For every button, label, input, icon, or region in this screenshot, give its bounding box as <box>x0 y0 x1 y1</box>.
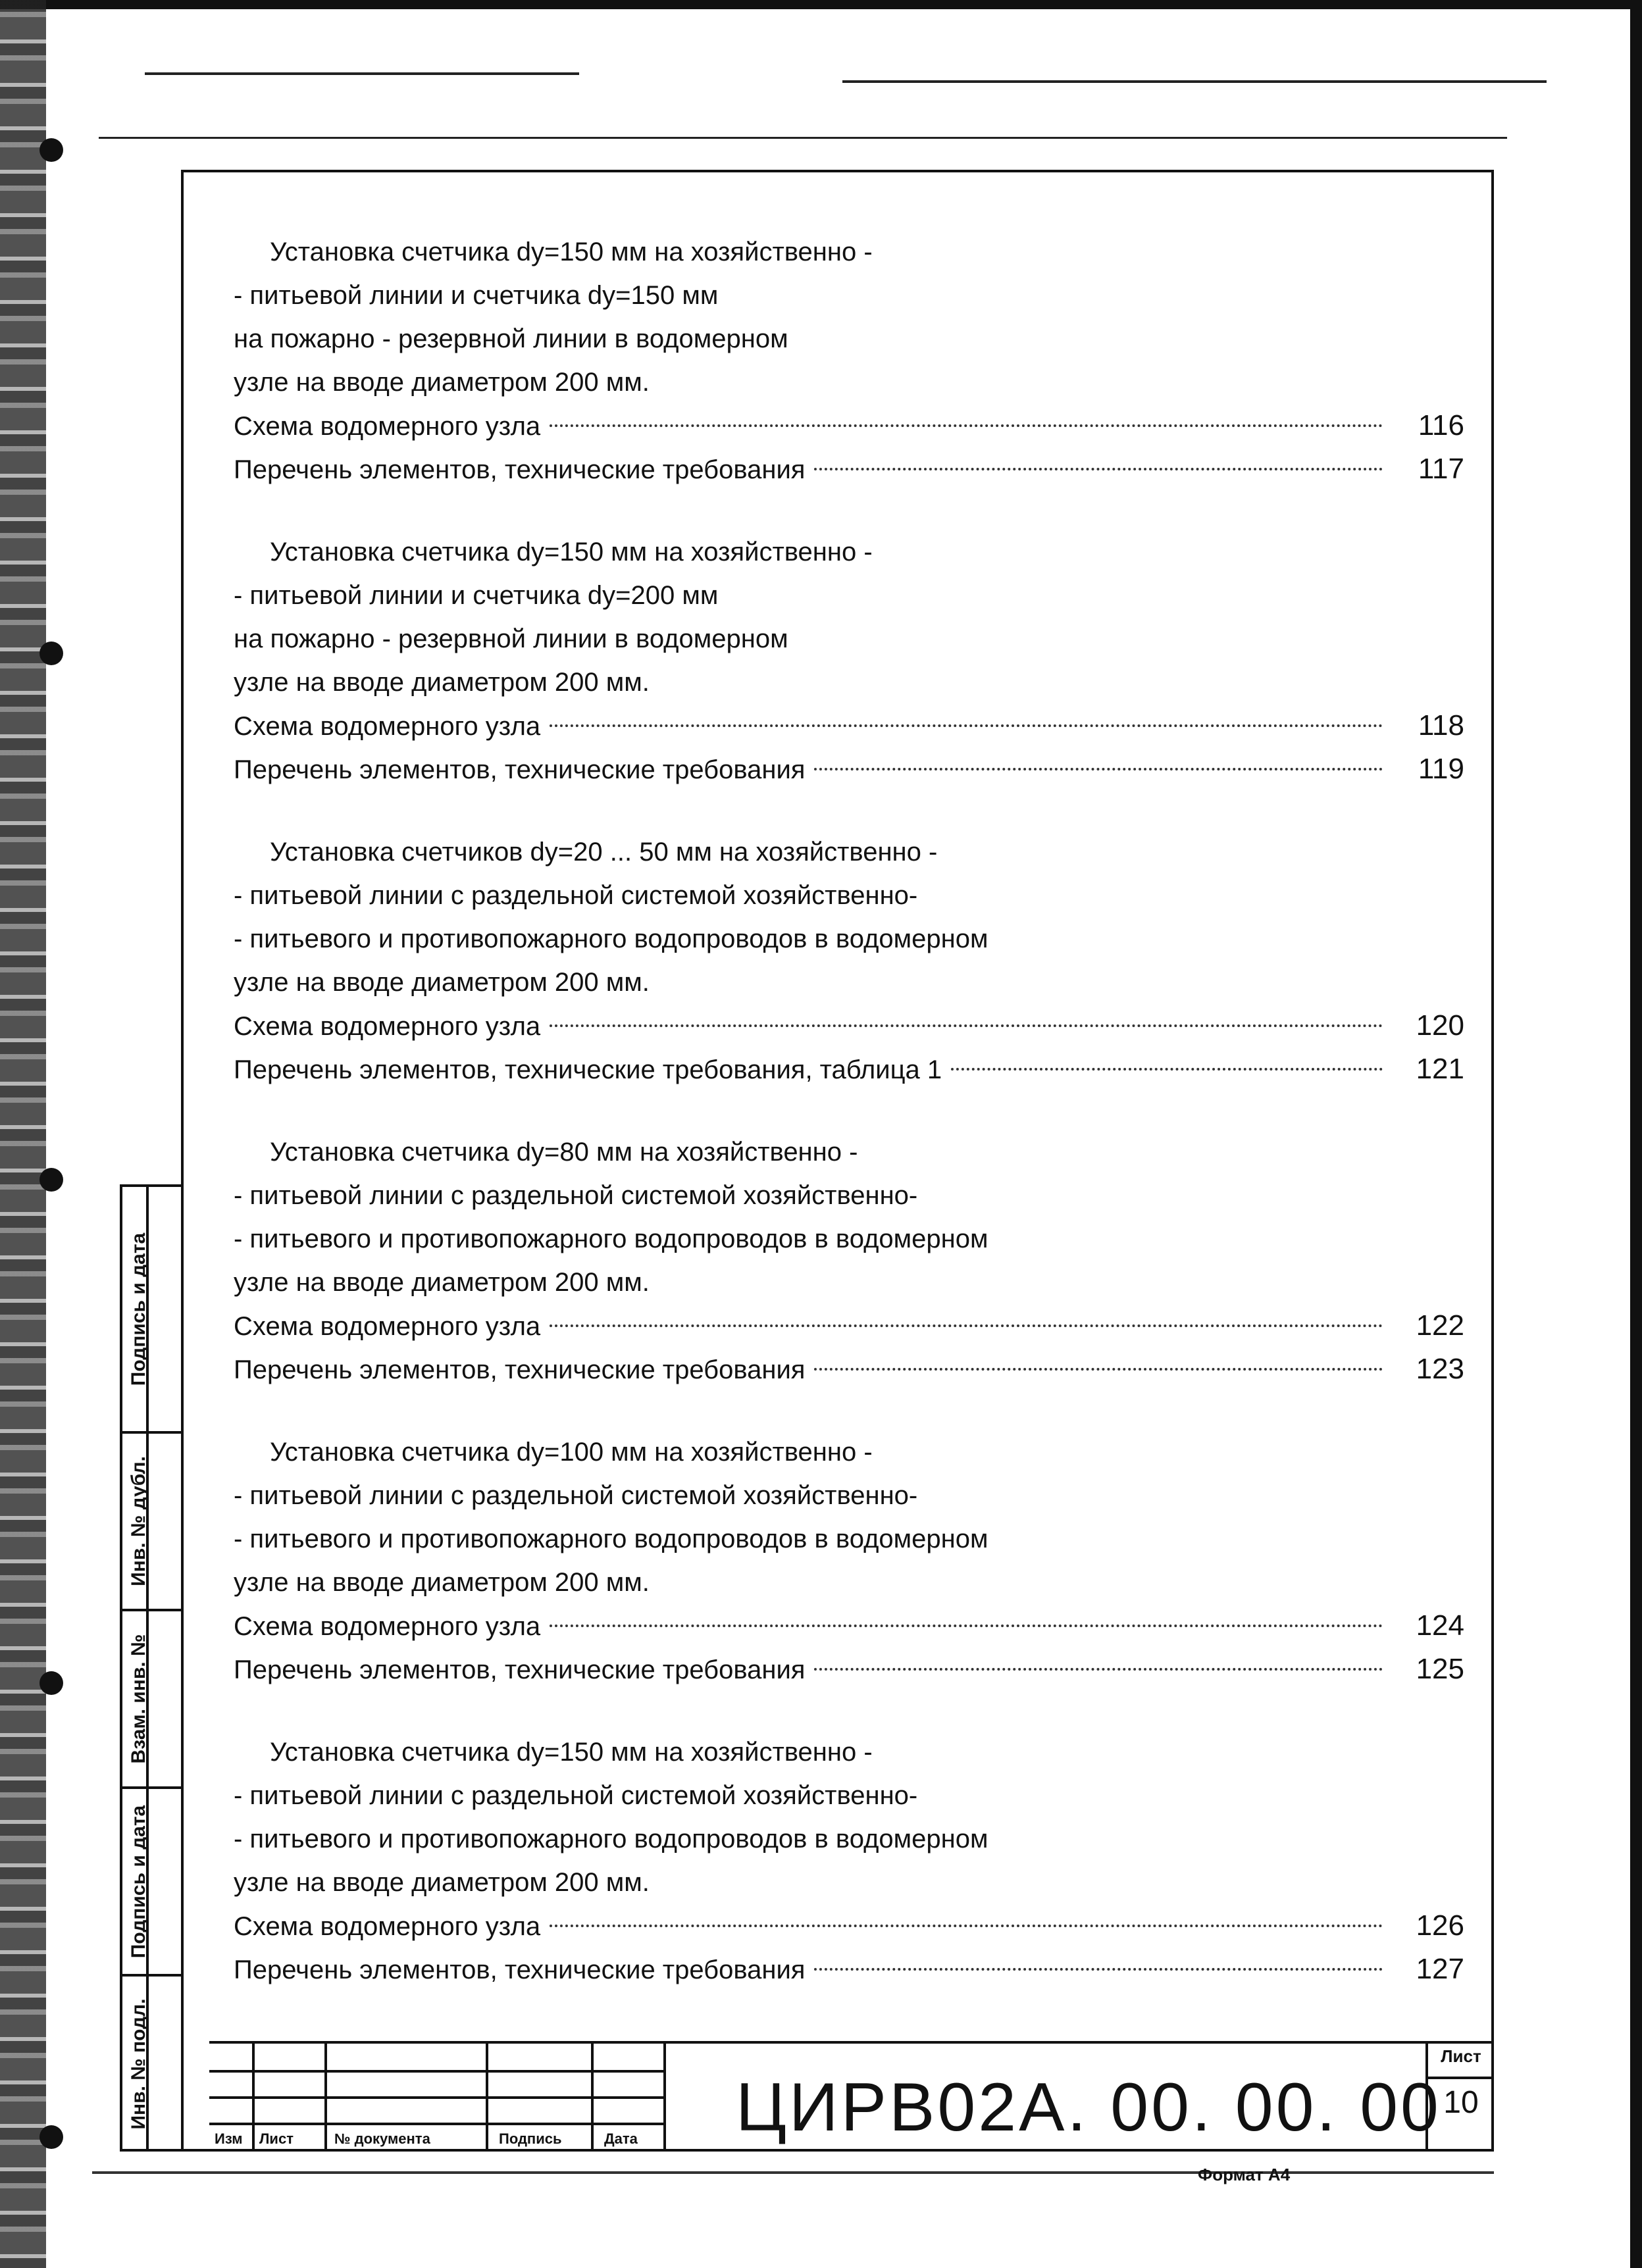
toc-entry <box>234 1904 1464 1948</box>
section-heading-line: - питьевой линии и счетчика dy=150 мм <box>234 281 719 310</box>
toc-entry <box>234 704 1464 747</box>
sheet-label: Лист <box>1428 2046 1494 2079</box>
scan-right-edge <box>1630 0 1642 2268</box>
scan-left-edge <box>0 0 46 2268</box>
section-heading-line: узле на вводе диаметром 200 мм. <box>234 968 650 997</box>
section-heading-line: - питьевого и противопожарного водопроводов в водомерном <box>234 924 988 953</box>
entry-page-number: 123 <box>1416 1353 1464 1385</box>
side-label: Подпись и дата <box>128 1805 149 1958</box>
toc-entry <box>234 1004 1464 1047</box>
format-label: Формат А4 <box>1198 2165 1291 2184</box>
entry-page-number: 118 <box>1418 709 1464 742</box>
toc-section <box>234 830 1464 1091</box>
toc-section <box>234 1130 1464 1391</box>
dot-leader <box>550 1024 1383 1027</box>
toc-section <box>234 1430 1464 1691</box>
section-heading-line: на пожарно - резервной линии в водомерном <box>234 324 788 353</box>
entry-title: Перечень элементов, технические требования <box>234 1955 806 1984</box>
entry-page-number: 124 <box>1416 1609 1464 1642</box>
side-cell <box>122 1789 184 1977</box>
toc-entry <box>234 1648 1464 1691</box>
section-heading-line: узле на вводе диаметром 200 мм. <box>234 1868 650 1897</box>
toc-entry <box>234 1348 1464 1391</box>
top-rule <box>842 80 1547 83</box>
dot-leader <box>951 1068 1383 1071</box>
entry-page-number: 117 <box>1418 453 1464 485</box>
column-label: Лист <box>259 2130 294 2147</box>
section-heading-line: - питьевой линии с раздельной системой хозяйственно- <box>234 1781 918 1810</box>
scan-top-border <box>0 0 1642 9</box>
dot-leader <box>550 1324 1383 1327</box>
entry-title: Перечень элементов, технические требования <box>234 755 806 784</box>
entry-page-number: 122 <box>1416 1309 1464 1342</box>
toc-entry <box>234 1304 1464 1348</box>
entry-title: Схема водомерного узла <box>234 412 541 441</box>
entry-page-number: 120 <box>1416 1009 1464 1042</box>
entry-title: Перечень элементов, технические требования, таблица 1 <box>234 1055 942 1084</box>
section-heading-line: узле на вводе диаметром 200 мм. <box>234 1268 650 1297</box>
side-cell <box>122 1977 184 2152</box>
punch-hole <box>39 642 63 665</box>
section-heading-line: - питьевого и противопожарного водопроводов в водомерном <box>234 1825 988 1853</box>
entry-page-number: 126 <box>1416 1909 1464 1942</box>
revision-grid <box>209 2044 666 2152</box>
column-label: Подпись <box>499 2130 562 2147</box>
section-heading-line: - питьевого и противопожарного водопроводов в водомерном <box>234 1224 988 1253</box>
section-heading-line: узле на вводе диаметром 200 мм. <box>234 668 650 697</box>
table-of-contents <box>234 230 1464 2030</box>
toc-section <box>234 530 1464 791</box>
side-stamp <box>120 1184 184 2152</box>
side-label: Подпись и дата <box>128 1232 149 1386</box>
dot-leader <box>550 724 1383 727</box>
punch-hole <box>39 2125 63 2149</box>
dot-leader <box>814 468 1383 470</box>
sheet-number: 10 <box>1443 2085 1479 2120</box>
section-heading: Установка счетчика dy=150 мм на хозяйственно - <box>270 238 873 266</box>
entry-page-number: 119 <box>1418 753 1464 785</box>
section-heading-line: на пожарно - резервной линии в водомерном <box>234 624 788 653</box>
dot-leader <box>814 768 1383 770</box>
toc-entry <box>234 404 1464 447</box>
side-cell <box>122 1187 184 1434</box>
section-heading-line: - питьевого и противопожарного водопроводов в водомерном <box>234 1525 988 1553</box>
dot-leader <box>550 1625 1383 1627</box>
sheet-box <box>1425 2044 1494 2152</box>
toc-entry <box>234 1604 1464 1648</box>
column-label: Дата <box>604 2130 638 2147</box>
entry-title: Схема водомерного узла <box>234 1612 541 1641</box>
section-heading-line: - питьевой линии и счетчика dy=200 мм <box>234 581 719 610</box>
entry-title: Схема водомерного узла <box>234 1912 541 1941</box>
side-label: Инв. № подл. <box>128 1998 149 2130</box>
entry-page-number: 125 <box>1416 1653 1464 1685</box>
entry-title: Схема водомерного узла <box>234 712 541 741</box>
section-heading-line: узле на вводе диаметром 200 мм. <box>234 368 650 397</box>
side-label: Инв. № дубл. <box>128 1456 149 1586</box>
entry-title: Схема водомерного узла <box>234 1012 541 1041</box>
section-heading: Установка счетчика dy=150 мм на хозяйственно - <box>270 1738 873 1767</box>
entry-title: Перечень элементов, технические требования <box>234 1355 806 1384</box>
dot-leader <box>550 424 1383 427</box>
entry-title: Перечень элементов, технические требования <box>234 1655 806 1684</box>
punch-hole <box>39 1671 63 1695</box>
toc-section <box>234 1730 1464 1991</box>
entry-page-number: 127 <box>1416 1953 1464 1985</box>
entry-page-number: 121 <box>1416 1053 1464 1085</box>
title-block <box>209 2041 1494 2152</box>
toc-entry <box>234 1948 1464 1991</box>
section-heading-line: - питьевой линии с раздельной системой хозяйственно- <box>234 1181 918 1210</box>
punch-hole <box>39 1168 63 1192</box>
section-heading: Установка счетчика dy=100 мм на хозяйственно - <box>270 1438 873 1467</box>
toc-section <box>234 230 1464 491</box>
document-code: ЦИРВ02А. 00. 00. 00 <box>736 2069 1441 2146</box>
section-heading: Установка счетчиков dy=20 ... 50 мм на хозяйственно - <box>270 838 938 867</box>
entry-title: Схема водомерного узла <box>234 1312 541 1341</box>
section-heading: Установка счетчика dy=80 мм на хозяйственно - <box>270 1138 858 1167</box>
column-label: № документа <box>334 2130 430 2147</box>
side-label: Взам. инв. № <box>128 1634 149 1764</box>
column-label: Изм <box>215 2130 243 2147</box>
side-cell <box>122 1611 184 1789</box>
dot-leader <box>814 1668 1383 1671</box>
punch-hole <box>39 138 63 162</box>
toc-entry <box>234 447 1464 491</box>
section-heading-line: - питьевой линии с раздельной системой хозяйственно- <box>234 1481 918 1510</box>
dot-leader <box>814 1968 1383 1971</box>
entry-page-number: 116 <box>1418 409 1464 441</box>
toc-entry <box>234 1047 1464 1091</box>
top-rule <box>99 137 1507 139</box>
top-rule <box>145 72 579 75</box>
section-heading: Установка счетчика dy=150 мм на хозяйственно - <box>270 538 873 567</box>
entry-title: Перечень элементов, технические требования <box>234 455 806 484</box>
side-cell <box>122 1434 184 1611</box>
section-heading-line: узле на вводе диаметром 200 мм. <box>234 1568 650 1597</box>
dot-leader <box>550 1925 1383 1927</box>
toc-entry <box>234 747 1464 791</box>
dot-leader <box>814 1368 1383 1371</box>
section-heading-line: - питьевой линии с раздельной системой хозяйственно- <box>234 881 918 910</box>
